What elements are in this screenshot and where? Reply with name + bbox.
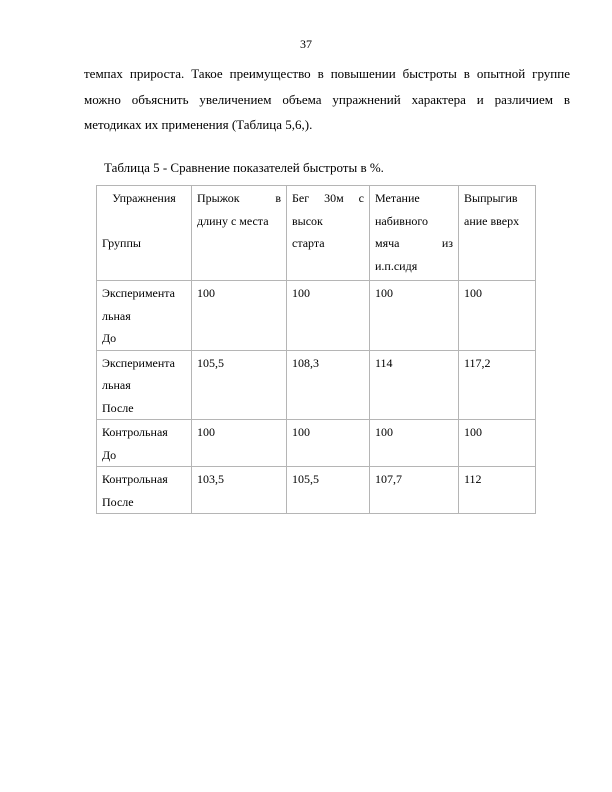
- header-text: старта: [292, 236, 325, 250]
- header-exercises-label: Упражнения: [112, 191, 176, 205]
- group-text: Контрольная: [102, 425, 168, 439]
- group-cell: [97, 350, 192, 420]
- paragraph-line: методиках их применения (Таблица 5,6,).: [84, 117, 313, 132]
- header-text: ание вверх: [464, 213, 520, 228]
- group-text: Контрольная: [102, 472, 168, 486]
- group-cell: [97, 281, 192, 351]
- header-long-jump: [192, 186, 287, 281]
- value-cell: 100: [287, 420, 370, 467]
- header-text: в: [275, 191, 281, 205]
- body-paragraph: [84, 61, 570, 138]
- value-cell: 100: [192, 281, 287, 351]
- table-caption: Таблица 5 - Сравнение показателей быстроты в %.: [104, 160, 384, 175]
- group-text: Эксперимента: [102, 286, 176, 300]
- header-text: и.п.сидя: [375, 258, 418, 273]
- group-cell: [97, 467, 192, 514]
- header-text: Бег: [292, 191, 310, 205]
- group-text: До: [102, 331, 117, 345]
- value-cell: 105,5: [192, 350, 287, 420]
- header-ball-throw: [370, 186, 459, 281]
- speed-comparison-table: [96, 185, 536, 514]
- value-cell: 100: [459, 281, 536, 351]
- table-header-row: [97, 186, 536, 281]
- header-text: Метание: [375, 191, 420, 205]
- value-cell: 107,7: [370, 467, 459, 514]
- value-cell: 100: [287, 281, 370, 351]
- group-text: До: [102, 447, 117, 462]
- table-row: [97, 420, 536, 467]
- group-text: После: [102, 400, 134, 415]
- value-cell: 100: [370, 420, 459, 467]
- header-text: высок: [292, 213, 323, 228]
- value-cell: 100: [370, 281, 459, 351]
- value-cell: 112: [459, 467, 536, 514]
- group-text: льная: [102, 308, 131, 323]
- value-cell: 100: [192, 420, 287, 467]
- header-text: Прыжок: [197, 191, 240, 205]
- value-cell: 100: [459, 420, 536, 467]
- table-row: [97, 281, 536, 351]
- header-corner-cell: [97, 186, 192, 281]
- header-text: с: [358, 191, 364, 205]
- header-vertical-jump: [459, 186, 536, 281]
- group-text: Эксперимента: [102, 355, 176, 370]
- group-cell: [97, 420, 192, 467]
- page-number: 37: [300, 37, 312, 51]
- header-text: из: [441, 236, 453, 250]
- value-cell: 108,3: [287, 350, 370, 420]
- group-text: льная: [102, 378, 131, 392]
- header-sprint-30m: [287, 186, 370, 281]
- header-groups-label: Группы: [102, 236, 141, 250]
- header-text: длину с места: [197, 213, 269, 228]
- header-text: мяча: [375, 236, 400, 250]
- header-text: набивного: [375, 213, 428, 228]
- group-text: После: [102, 494, 134, 509]
- header-text: 30м: [324, 191, 344, 205]
- table-row: [97, 350, 536, 420]
- paragraph-line: можно объяснить увеличением объема упражнений характера и различием в: [84, 91, 570, 107]
- value-cell: 117,2: [459, 350, 536, 420]
- value-cell: 114: [370, 350, 459, 420]
- table-row: [97, 467, 536, 514]
- paragraph-line: темпах прироста. Такое преимущество в повышении быстроты в опытной группе: [84, 66, 570, 81]
- value-cell: 103,5: [192, 467, 287, 514]
- value-cell: 105,5: [287, 467, 370, 514]
- header-text: Выпрыгив: [464, 191, 518, 205]
